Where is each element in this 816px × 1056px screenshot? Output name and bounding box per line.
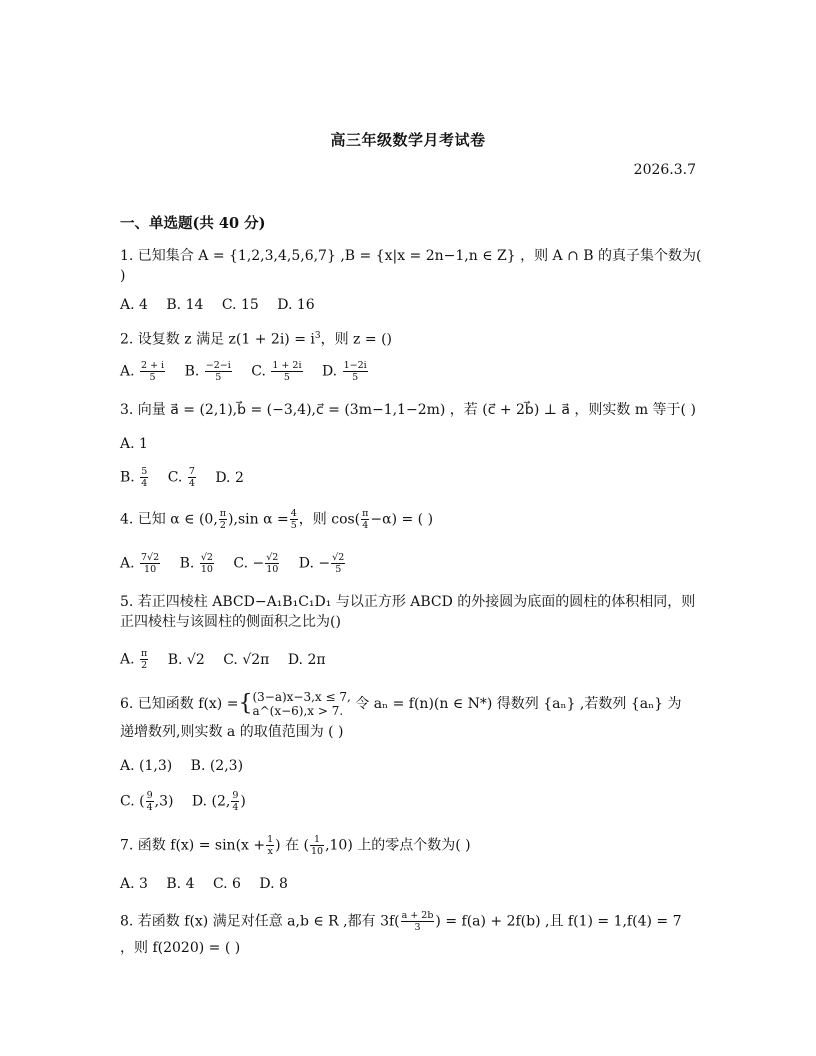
option-b: B. (2,3) [190, 758, 244, 774]
option-c: C. 6 [212, 876, 241, 892]
page-title: 高三年级数学月考试卷 [330, 131, 486, 149]
question-5-text: 5. 若正四棱柱 ABCD−A₁B₁C₁D₁ 与以正方形 ABCD 的外接圆为底面的圆柱的体积相同，则正四棱柱与该圆柱的侧面积之比为() [120, 594, 696, 630]
option-b: B. 14 [166, 297, 204, 313]
option-d: D. $\frac{1-2i}{5}$ [321, 360, 367, 383]
option-c: C. $\frac{1 + 2i}{5}$ [251, 360, 302, 383]
option-c: C. ( $\frac{9}{4}$ ,3) [120, 790, 174, 813]
option-d: D. 2 [215, 469, 244, 486]
question-2-options [120, 360, 696, 383]
option-c: C. √2π [223, 651, 270, 668]
question-4-options [120, 552, 696, 575]
question-3-options [120, 466, 696, 489]
option-d: D. 8 [259, 876, 288, 892]
question-6-options-ab [120, 756, 696, 776]
option-a: A. 3 [120, 876, 148, 892]
question-4-text: 4. 已知 α ∈ (0, $\frac{\pi}{2}$ ),sin α = $\frac{4}{5}$ ，则 cos( $\frac{\pi}{4}$ −α) = ( ) [120, 508, 434, 531]
option-d: D. 2π [287, 651, 326, 668]
question-1-options [120, 295, 696, 315]
option-b: B. $\frac{-2-i}{5}$ [184, 360, 231, 383]
question-3-text: 3. 向量 a⃗ = (2,1),b⃗ = (−3,4),c⃗ = (3m−1,1−2m) ，若 (c⃗ + 2b⃗) ⊥ a⃗ ，则实数 m 等于( ) [120, 402, 696, 418]
option-c: C. $\frac{7}{4}$ [167, 466, 195, 489]
option-a: A. $\frac{7√2}{10}$ [120, 552, 160, 575]
option-d: D. 16 [277, 297, 315, 313]
option-d: D. (2, $\frac{9}{4}$ ) [191, 790, 246, 813]
exam-date: 2026.3.7 [633, 162, 696, 178]
question-6-line2: 递增数列,则实数 a 的取值范围为 ( ) [120, 724, 344, 740]
option-b: B. 4 [166, 876, 195, 892]
option-a: A. $\frac{\pi}{2}$ [120, 648, 148, 671]
option-c: C. 15 [221, 297, 259, 313]
option-d: D. − $\frac{√2}{5}$ [298, 552, 345, 575]
question-2-text: 2. 设复数 z 满足 $z(1 + 2i) = i^3$，则 z = () [120, 331, 392, 348]
option-c: C. − $\frac{√2}{10}$ [233, 552, 279, 575]
question-1-text: 1. 已知集合 A = {1,2,3,4,5,6,7} ,B = {x|x = 2n−1,n ∈ Z} ，则 A ∩ B 的真子集个数为( [120, 248, 702, 264]
question-7-text: 7. 函数 f(x) = sin(x + $\frac{1}{x}$ ) 在 ( $\frac{1}{10}$ ,10) 上的零点个数为( ) [120, 834, 471, 857]
option-a: A. $\frac{2 + i}{5}$ [120, 360, 165, 383]
question-6-text: 6. 已知函数 f(x) ={ (3−a)x−3,x ≤ 7, a^(x−6),x > 7. 令 aₙ = f(n)(n ∈ N*) 得数列 {aₙ} ,若数列 {aₙ} 为 [120, 690, 682, 718]
question-5-options [120, 648, 696, 671]
section-heading: 一、单选题(共 40 分) [120, 215, 266, 232]
question-7-options [120, 874, 696, 894]
question-8-text: 8. 若函数 f(x) 满足对任意 a,b ∈ R ,都有 3f( $\frac{a + 2b}{3}$ ) = f(a) + 2f(b) ,且 f(1) = 1,f(4) = 7 [120, 910, 682, 933]
question-8-line2: ，则 f(2020) = ( ) [120, 940, 241, 956]
option-a: A. 4 [120, 297, 148, 313]
option-b: B. $\frac{√2}{10}$ [179, 552, 213, 575]
option-b: B. $\frac{5}{4}$ [120, 466, 148, 489]
option-b: B. √2 [167, 651, 205, 668]
question-3-option-a: A. 1 [120, 436, 148, 452]
question-6-options-cd [120, 790, 696, 813]
option-a: A. (1,3) [120, 758, 173, 774]
question-1-tail: ) [120, 268, 126, 284]
